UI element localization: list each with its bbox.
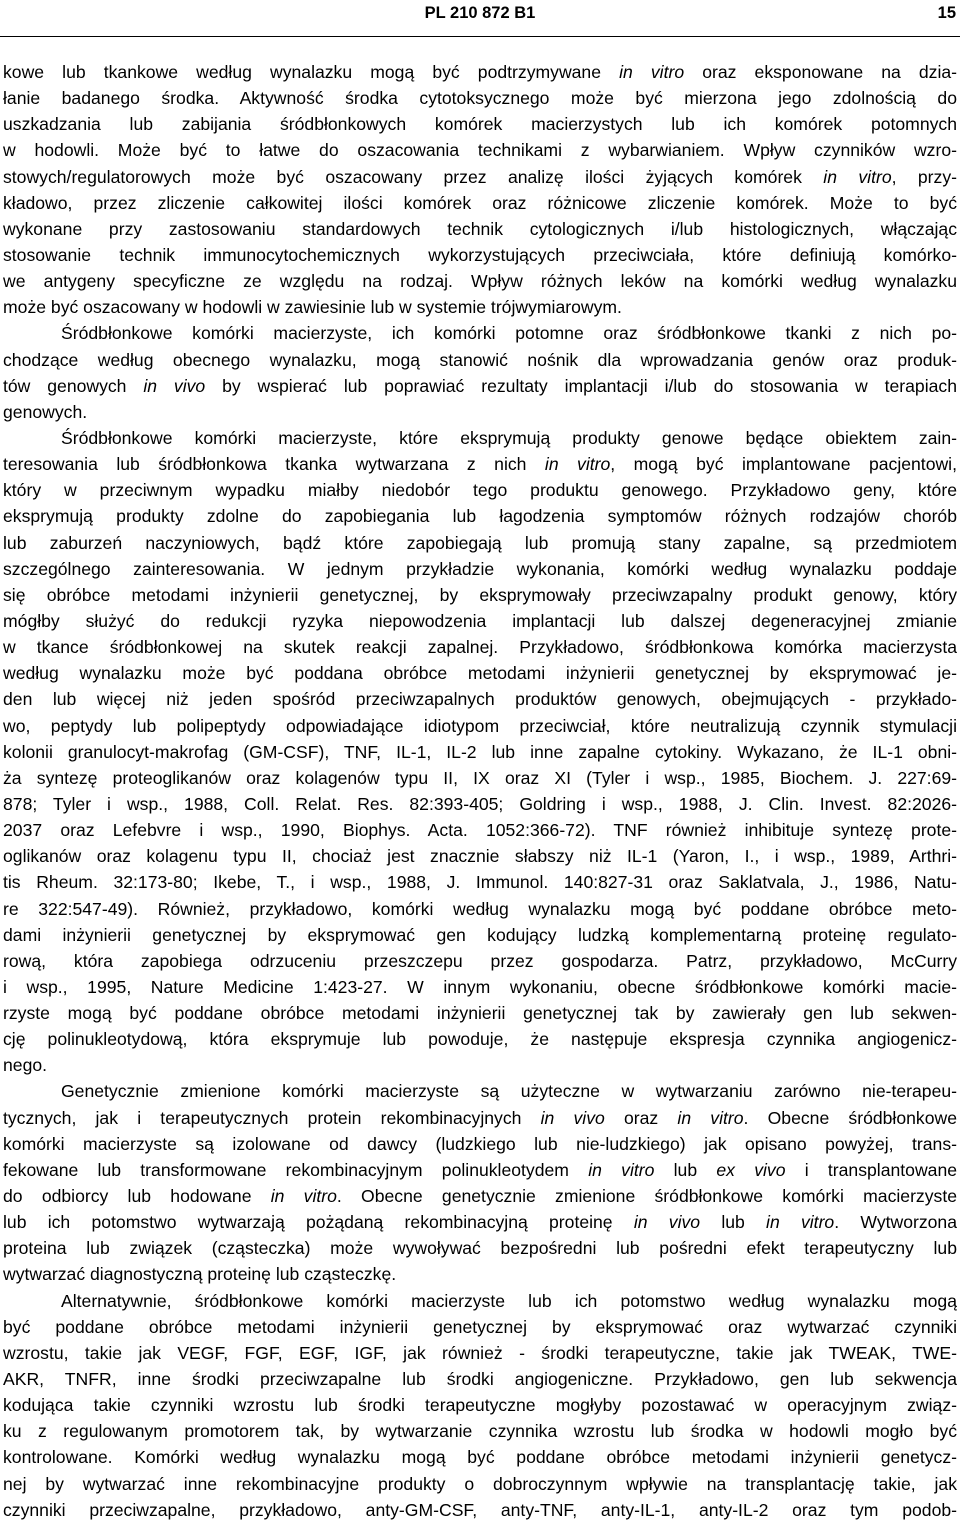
italic-term: in vitro [766, 1212, 835, 1233]
text-line [3, 791, 957, 817]
text-segment: tis Rheum. 32:173-80; Ikebe, T., i wsp., 1988, J. Immunol. 140:827-31 oraz Saklatvala, J., 1986, Natu- [3, 872, 957, 893]
text-segment: wytwarzać diagnostyczną proteinę lub cząsteczkę. [3, 1264, 397, 1285]
text-segment: den lub więcej niż jeden spośród przeciwzapalnych produktów genowych, obejmujących - przykłado- [3, 689, 957, 710]
text-line [3, 1288, 957, 1314]
text-line [3, 1471, 957, 1497]
text-segment: być poddane obróbce metodami inżynierii genetycznej by eksprymować oraz wytwarzać czynniki [3, 1316, 957, 1337]
text-segment: kładowo, przez zliczenie całkowitej ilości komórek oraz różnicowe zliczenie komórek. Może to być [3, 192, 957, 213]
text-line [3, 111, 957, 137]
text-line [3, 451, 957, 477]
text-line [3, 1497, 957, 1523]
italic-term: in vivo [143, 375, 206, 396]
text-segment: się obróbce metodami inżynierii genetycznej, by eksprymowały przeciwzapalny produkt genowy, który [3, 584, 957, 605]
text-segment: ża syntezę proteoglikanów oraz kolagenów typu II, IX oraz XI (Tyler i wsp., 1985, Biochem. J. 227:69- [3, 767, 957, 788]
text-segment: oraz [604, 1107, 678, 1128]
text-line [3, 1052, 957, 1078]
text-segment: genowych. [3, 401, 88, 422]
italic-term: in vitro [270, 1186, 337, 1207]
text-line [3, 739, 957, 765]
text-line [3, 530, 957, 556]
text-line [3, 85, 957, 111]
text-segment: lub [700, 1212, 767, 1233]
text-segment: tycznych, jak i terapeutycznych protein rekombinacyjnych [3, 1107, 541, 1128]
text-segment: lub zaburzeń naczyniowych, bądź które zapobiegają lub promują stany zapalne, są przedmiotem [3, 532, 957, 553]
text-line [3, 268, 957, 294]
text-line [3, 896, 957, 922]
text-segment: stosowanie technik immunocytochemicznych wykorzystujących przeciwciała, które definiują komórko- [3, 244, 957, 265]
text-line [3, 1366, 957, 1392]
text-segment: uszkadzania lub zabijania śródbłonkowych komórek macierzystych lub ich komórek potomnych [3, 114, 957, 135]
text-segment: oglikanów oraz kolagenu typu II, chociaż jest znacznie słabszy niż IL-1 (Yaron, I., i wsp., 1989, Arthri- [3, 846, 957, 867]
text-line [3, 477, 957, 503]
italic-term: in vitro [588, 1159, 655, 1180]
text-line [3, 1444, 957, 1470]
italic-term: in vitro [544, 454, 611, 475]
text-segment: i wsp., 1995, Nature Medicine 1:423-27. W innym wykonaniu, obecne śródbłonkowe komórki macie- [3, 976, 957, 997]
text-line [3, 1183, 957, 1209]
text-line [3, 1340, 957, 1366]
text-segment: w hodowli. Może być to łatwe do oszacowania technikami z wybarwianiem. Wpływ czynników wzro- [3, 140, 957, 161]
text-segment: . Obecne śródbłonkowe [743, 1107, 957, 1128]
text-line [3, 765, 957, 791]
text-line [3, 713, 957, 739]
text-segment: , przy- [891, 166, 957, 187]
text-segment: stowych/regulatorowych może być oszacowany przez analizę ilości żyjących komórek [3, 166, 824, 187]
text-line [3, 974, 957, 1000]
text-line [3, 137, 957, 163]
text-segment: wykonane przy zastosowaniu standardowych technik cytologicznych i/lub histologicznych, włączając [3, 218, 957, 239]
text-segment: eksprymują produkty zdolne do zapobiegania lub łagodzenia symptomów różnych rodzajów chorób [3, 506, 957, 527]
text-segment: ku z regulowanym promotorem tak, by wytwarzanie czynnika wzrostu lub środka w hodowli mogło być [3, 1421, 957, 1442]
text-line [3, 242, 957, 268]
text-line [3, 1000, 957, 1026]
text-segment: lub ich potomstwo wytwarzają pożądaną rekombinacyjną proteinę [3, 1212, 634, 1233]
header-rule [0, 36, 960, 37]
page-number: 15 [937, 4, 956, 22]
text-line [3, 1418, 957, 1444]
text-line [3, 1314, 957, 1340]
text-line [3, 1026, 957, 1052]
text-segment: do odbiorcy lub hodowane [3, 1186, 271, 1207]
italic-term: in vitro [677, 1107, 744, 1128]
text-segment: fekowane lub transformowane rekombinacyjnym polinukleotydem [3, 1159, 589, 1180]
text-segment: Genetycznie zmienione komórki macierzyste są użyteczne w wytwarzaniu zarówno nie-terapeu- [61, 1081, 957, 1102]
text-line [3, 425, 957, 451]
text-line [3, 948, 957, 974]
text-line [3, 582, 957, 608]
text-segment: komórki macierzyste są izolowane od dawcy (ludzkiego lub nie-ludzkiego) jak opisano powyżej, trans- [3, 1133, 957, 1154]
patent-number: PL 210 872 B1 [424, 4, 536, 22]
text-segment: kolonii granulocyt-makrofag (GM-CSF), TNF, IL-1, IL-2 lub inne zapalne cytokiny. Wykazano, że IL-1 obni- [3, 741, 957, 762]
text-line [3, 503, 957, 529]
text-line [3, 294, 957, 320]
text-segment: nej by wytwarzać inne rekombinacyjne produkty o dobroczynnym wpływie na transplantację takie, jak [3, 1473, 957, 1494]
text-line [3, 817, 957, 843]
text-line [3, 59, 957, 85]
text-line [3, 1392, 957, 1418]
text-segment: by wspierać lub poprawiać rezultaty implantacji i/lub do stosowania w terapiach [205, 375, 957, 396]
document-body [3, 59, 957, 1523]
text-line [3, 1078, 957, 1104]
text-line [3, 1105, 957, 1131]
text-line [3, 634, 957, 660]
text-line [3, 190, 957, 216]
text-line [3, 399, 957, 425]
text-segment: szczególnego zainteresowania. W jednym przykładzie wykonania, komórki według wynalazku poddaje [3, 558, 957, 579]
text-segment: rzyste mogą być poddane obróbce metodami inżynierii genetycznej tak by zawierały gen lub sekwen- [3, 1003, 957, 1024]
text-segment: AKR, TNFR, inne środki przeciwzapalne lub środki angiogeniczne. Przykładowo, gen lub sekwencja [3, 1369, 957, 1390]
text-segment: łanie badanego środka. Aktywność środka cytotoksycznego może być mierzona jego zdolnością do [3, 88, 957, 109]
text-segment: kontrolowane. Komórki według wynalazku mogą być poddane obróbce metodami inżynierii genetycz- [3, 1447, 957, 1468]
text-segment: cję polinukleotydową, która eksprymuje lub powoduje, że następuje ekspresja czynnika angiogenicz- [3, 1029, 957, 1050]
text-segment: 878; Tyler i wsp., 1988, Coll. Relat. Res. 82:393-405; Goldring i wsp., 1988, J. Clin. Invest. 82:2026- [3, 793, 957, 814]
text-segment: wo, peptydy lub polipeptydy odpowiadające idiotypom przeciwciał, które neutralizują czynnik stymulacji [3, 715, 957, 736]
text-line [3, 1209, 957, 1235]
text-line [3, 843, 957, 869]
text-line [3, 556, 957, 582]
text-segment: oraz eksponowane na dzia- [684, 62, 957, 82]
text-segment: mógłby służyć do redukcji ryzyka niepowodzenia implantacji lub dalszej degeneracyjnej zmianie [3, 610, 957, 631]
text-segment: we antygeny specyficzne ze względu na rodzaj. Wpływ różnych leków na komórki według wynalazku [3, 271, 957, 292]
text-segment: kowe lub tkankowe według wynalazku mogą być podtrzymywane [3, 62, 620, 82]
text-line [3, 869, 957, 895]
text-segment: . Obecne genetycznie zmienione śródbłonkowe komórki macierzyste [336, 1186, 957, 1207]
text-segment: Śródbłonkowe komórki macierzyste, ich komórki potomne oraz śródbłonkowe tkanki z nich po- [61, 323, 957, 344]
text-segment: Alternatywnie, śródbłonkowe komórki macierzyste lub ich potomstwo według wynalazku mogą [61, 1290, 957, 1311]
text-segment: chodzące według obecnego wynalazku, mogą stanowić nośnik dla wprowadzania genów oraz produk- [3, 349, 957, 370]
italic-term: in vitro [619, 62, 685, 82]
text-segment: rową, która zapobiega odrzuceniu przeszczepu przez gospodarza. Patrz, przykładowo, McCurry [3, 950, 957, 971]
text-line [3, 373, 957, 399]
text-line [3, 1157, 957, 1183]
italic-term: in vitro [823, 166, 892, 187]
text-line [3, 1131, 957, 1157]
text-segment: teresowania lub śródbłonkowa tkanka wytwarzana z nich [3, 454, 545, 475]
text-segment: 2037 oraz Lefebvre i wsp., 1990, Biophys. Acta. 1052:366-72). TNF również inhibituje syntezę prote- [3, 820, 957, 841]
text-line [3, 216, 957, 242]
text-segment: może być oszacowany w hodowli w zawiesinie lub w systemie trójwymiarowym. [3, 297, 622, 318]
page-header [0, 2, 960, 26]
text-segment: który w przeciwnym wypadku miałby niedobór tego produktu genowego. Przykładowo geny, które [3, 480, 957, 501]
text-segment: w tkance śródbłonkowej na skutek reakcji zapalnej. Przykładowo, śródbłonkowa komórka macierzysta [3, 637, 957, 658]
text-segment: re 322:547-49). Również, przykładowo, komórki według wynalazku mogą być poddane obróbce meto- [3, 898, 957, 919]
text-segment: dami inżynierii genetycznej by eksprymować gen kodujący ludzką komplementarną proteinę regulato- [3, 924, 957, 945]
text-segment: lub [654, 1159, 717, 1180]
text-line [3, 686, 957, 712]
text-segment: wzrostu, takie jak VEGF, FGF, EGF, IGF, jak również - środki terapeutyczne, takie jak TWEAK, TWE- [3, 1342, 957, 1363]
text-segment: i transplantowane [785, 1159, 957, 1180]
text-line [3, 320, 957, 346]
text-segment: nego. [3, 1055, 48, 1076]
text-segment: kodująca takie czynniki wzrostu lub środki terapeutyczne mogłyby pozostawać w operacyjnym związ- [3, 1395, 957, 1416]
italic-term: ex vivo [716, 1159, 786, 1180]
text-line [3, 1235, 957, 1261]
text-line [3, 922, 957, 948]
text-segment: czynniki przeciwzapalne, przykładowo, anty-GM-CSF, anty-TNF, anty-IL-1, anty-IL-2 oraz tym podob- [3, 1499, 957, 1520]
text-line [3, 164, 957, 190]
text-line [3, 1261, 957, 1287]
text-line [3, 347, 957, 373]
text-segment: . Wytworzona [834, 1212, 957, 1233]
italic-term: in vivo [633, 1212, 701, 1233]
text-line [3, 660, 957, 686]
text-segment: tów genowych [3, 375, 144, 396]
text-segment: według wynalazku może być poddana obróbce metodami inżynierii genetycznej by eksprymować je- [3, 663, 957, 684]
italic-term: in vivo [540, 1107, 605, 1128]
text-line [3, 608, 957, 634]
text-segment: Śródbłonkowe komórki macierzyste, które eksprymują produkty genowe będące obiektem zain- [61, 427, 957, 448]
text-segment: , mogą być implantowane pacjentowi, [610, 454, 957, 475]
text-segment: proteina lub związek (cząsteczka) może wywoływać bezpośredni lub pośredni efekt terapeutyczny lub [3, 1238, 957, 1259]
